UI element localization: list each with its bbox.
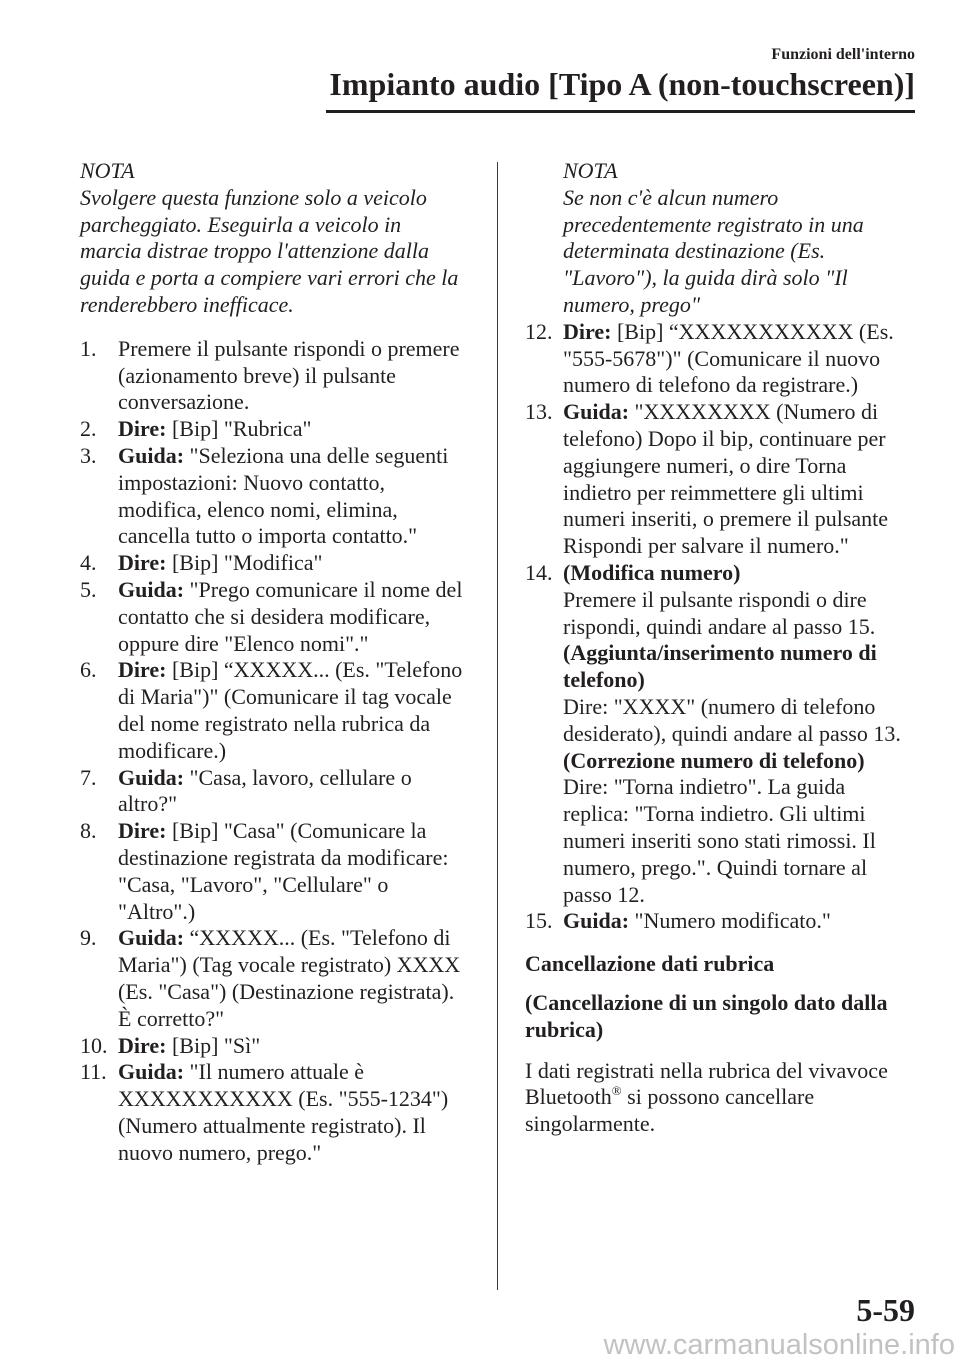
step-text-line: rispondi, quindi andare al passo 15. bbox=[563, 613, 876, 639]
section-name: Funzioni dell'interno bbox=[771, 46, 915, 63]
step-text-line bbox=[118, 657, 495, 684]
step-3 bbox=[80, 443, 495, 550]
step-number: 1. bbox=[80, 335, 97, 361]
note-block bbox=[80, 158, 495, 319]
step-11 bbox=[80, 1059, 495, 1166]
note-label: NOTA bbox=[80, 158, 135, 183]
step-text: "Casa, lavoro, cellulare o bbox=[189, 764, 412, 790]
note-line: determinata destinazione (Es. bbox=[563, 238, 826, 264]
paragraph-line: singolarmente. bbox=[525, 1111, 656, 1137]
step-text-line: del nome registrato nella rubrica da bbox=[118, 710, 431, 736]
step-text-line: numero, prego.". Quindi tornare al bbox=[563, 854, 868, 880]
bluetooth-word: Bluetooth bbox=[525, 1084, 612, 1110]
paragraph-line: I dati registrati nella rubrica del vivavoce bbox=[525, 1057, 888, 1083]
step-text: [Bip] "Modifica" bbox=[171, 550, 323, 576]
step-label: Guida: bbox=[118, 925, 185, 951]
step-text: "XXXXXXXX (Numero di bbox=[634, 399, 879, 425]
step-8 bbox=[80, 818, 495, 925]
registered-mark: ® bbox=[611, 1083, 622, 1099]
step-text-line: (Numero attualmente registrato). Il bbox=[118, 1112, 426, 1138]
step-text: "Il numero attuale è bbox=[189, 1059, 365, 1085]
step-text-line: contatto che si desidera modificare, bbox=[118, 603, 431, 629]
step-text-line: Premere il pulsante rispondi o dire bbox=[563, 586, 867, 612]
step-number: 10. bbox=[80, 1032, 108, 1058]
step-text-line: altro?" bbox=[118, 791, 178, 817]
substep-heading: (Aggiunta/inserimento numero di bbox=[563, 640, 877, 666]
step-number: 5. bbox=[80, 576, 97, 602]
step-7 bbox=[80, 765, 495, 819]
step-number: 12. bbox=[525, 318, 553, 344]
step-text-line bbox=[118, 765, 495, 792]
step-number: 13. bbox=[525, 399, 553, 425]
step-text-line: cancella tutto o importa contatto." bbox=[118, 523, 418, 549]
watermark: www.carmanualsonline.info bbox=[603, 1329, 955, 1361]
step-15 bbox=[525, 908, 940, 935]
note-line: Svolgere questa funzione solo a veicolo bbox=[80, 184, 427, 210]
step-text: [Bip] “XXXXX... (Es. "Telefono bbox=[171, 657, 463, 683]
step-text-line: (azionamento breve) il pulsante bbox=[118, 362, 396, 388]
step-text-line: Dire: "XXXX" (numero di telefono bbox=[563, 693, 876, 719]
step-label: Guida: bbox=[118, 1059, 185, 1085]
step-number: 11. bbox=[80, 1059, 107, 1085]
step-number: 4. bbox=[80, 550, 97, 576]
column-divider bbox=[497, 162, 498, 1290]
step-text-line: "Casa, "Lavoro", "Cellulare" o bbox=[118, 871, 389, 897]
substep-heading: (Correzione numero di telefono) bbox=[563, 747, 865, 773]
step-text-line: oppure dire "Elenco nomi"." bbox=[118, 630, 369, 656]
step-text-line: nuovo numero, prego." bbox=[118, 1139, 322, 1165]
step-9 bbox=[80, 925, 495, 1032]
right-column bbox=[525, 158, 940, 1138]
step-number: 14. bbox=[525, 559, 553, 585]
step-text: "Seleziona una delle seguenti bbox=[189, 442, 449, 468]
step-text-line: aggiungere numeri, o dire Torna bbox=[563, 452, 847, 478]
step-1 bbox=[80, 336, 495, 416]
note-line: marcia distrae troppo l'attenzione dalla bbox=[80, 238, 429, 264]
step-label: Dire: bbox=[563, 318, 612, 344]
note-line: numero, prego" bbox=[563, 291, 701, 317]
step-text-line bbox=[118, 577, 495, 604]
step-text-line: numeri inseriti, o premere il pulsante bbox=[563, 506, 889, 532]
step-text: "Numero modificato." bbox=[634, 908, 831, 934]
step-4 bbox=[80, 550, 495, 577]
step-text-line bbox=[563, 399, 940, 426]
substep-heading: (Modifica numero) bbox=[563, 559, 741, 585]
step-text-line bbox=[118, 416, 495, 443]
step-text-line bbox=[118, 818, 495, 845]
step-text: [Bip] “XXXXXXXXXXX (Es. bbox=[616, 318, 894, 344]
step-label: Guida: bbox=[563, 399, 630, 425]
header-rule bbox=[326, 110, 915, 113]
substep-heading: telefono) bbox=[563, 667, 645, 693]
step-2 bbox=[80, 416, 495, 443]
step-text-line: È corretto?" bbox=[118, 1005, 225, 1031]
step-text: [Bip] "Casa" (Comunicare la bbox=[171, 818, 427, 844]
page-number: 5-59 bbox=[856, 1292, 915, 1328]
step-text-line: di Maria")" (Comunicare il tag vocale bbox=[118, 684, 452, 710]
step-number: 6. bbox=[80, 657, 97, 683]
step-label: Dire: bbox=[118, 657, 167, 683]
step-text-line: Rispondi per salvare il numero." bbox=[563, 533, 849, 559]
step-12 bbox=[525, 319, 940, 399]
step-text-line: conversazione. bbox=[118, 389, 250, 415]
section-paragraph bbox=[525, 1058, 940, 1138]
step-list bbox=[80, 336, 495, 1167]
step-label: Guida: bbox=[118, 442, 185, 468]
step-number: 8. bbox=[80, 818, 97, 844]
step-text-line: telefono) Dopo il bip, continuare per bbox=[563, 425, 886, 451]
step-list bbox=[525, 319, 940, 935]
paragraph-text: si possono cancellare bbox=[621, 1084, 815, 1110]
step-text-line: indietro per reimmettere gli ultimi bbox=[563, 479, 864, 505]
step-text-line: modifica, elenco nomi, elimina, bbox=[118, 496, 398, 522]
step-text: [Bip] "Sì" bbox=[171, 1032, 261, 1058]
subheading-line: rubrica) bbox=[525, 1016, 604, 1042]
step-text-line: (Es. "Casa") (Destinazione registrata). bbox=[118, 978, 455, 1004]
note-line: renderebbero inefficace. bbox=[80, 291, 294, 317]
note-label: NOTA bbox=[563, 158, 618, 183]
note-line: precedentemente registrato in una bbox=[563, 211, 864, 237]
step-label: Dire: bbox=[118, 818, 167, 844]
step-label: Guida: bbox=[118, 576, 185, 602]
step-number: 9. bbox=[80, 925, 97, 951]
step-13 bbox=[525, 399, 940, 560]
note-line: "Lavoro"), la guida dirà solo "Il bbox=[563, 265, 848, 291]
step-label: Dire: bbox=[118, 1032, 167, 1058]
paragraph-line bbox=[525, 1084, 940, 1111]
step-14 bbox=[525, 560, 940, 908]
note-block bbox=[525, 158, 940, 319]
step-text: “XXXXX... (Es. "Telefono di bbox=[189, 925, 451, 951]
step-number: 2. bbox=[80, 416, 97, 442]
step-text-line: destinazione registrata da modificare: bbox=[118, 844, 449, 870]
step-text-line: "Altro".) bbox=[118, 898, 196, 924]
step-label: Dire: bbox=[118, 550, 167, 576]
step-10 bbox=[80, 1033, 495, 1060]
step-6 bbox=[80, 657, 495, 764]
step-number: 7. bbox=[80, 764, 97, 790]
step-text-line: modificare.) bbox=[118, 737, 227, 763]
note-line: Se non c'è alcun numero bbox=[563, 184, 779, 210]
step-label: Guida: bbox=[563, 908, 630, 934]
step-text-line: Dire: "Torna indietro". La guida bbox=[563, 774, 846, 800]
step-text-line bbox=[118, 443, 495, 470]
section-subheading bbox=[525, 990, 940, 1044]
step-text-line bbox=[118, 925, 495, 952]
step-text-line: passo 12. bbox=[563, 881, 645, 907]
step-text-line: desiderato), quindi andare al passo 13. bbox=[563, 720, 901, 746]
left-column bbox=[80, 158, 495, 1166]
step-text-line: impostazioni: Nuovo contatto, bbox=[118, 469, 386, 495]
step-text-line: Maria") (Tag vocale registrato) XXXX bbox=[118, 952, 461, 978]
step-number: 3. bbox=[80, 442, 97, 468]
step-text-line bbox=[118, 1033, 495, 1060]
subheading-line: (Cancellazione di un singolo dato dalla bbox=[525, 989, 888, 1015]
note-line: parcheggiato. Eseguirla a veicolo in bbox=[80, 211, 402, 237]
step-text-line: numeri inseriti sono stati rimossi. Il bbox=[563, 827, 876, 853]
page-title: Impianto audio [Tipo A (non-touchscreen)] bbox=[329, 66, 915, 102]
step-text-line bbox=[118, 1059, 495, 1086]
step-text-line bbox=[563, 908, 940, 935]
step-text-line bbox=[563, 319, 940, 346]
note-line: guida e porta a compiere vari errori che la bbox=[80, 265, 459, 291]
step-text-line bbox=[118, 550, 495, 577]
step-text: "Prego comunicare il nome del bbox=[189, 576, 463, 602]
step-text-line: replica: "Torna indietro. Gli ultimi bbox=[563, 801, 866, 827]
section-heading: Cancellazione dati rubrica bbox=[525, 951, 775, 977]
step-text: [Bip] "Rubrica" bbox=[171, 416, 312, 442]
step-text-line: "555-5678")" (Comunicare il nuovo bbox=[563, 345, 881, 371]
step-text-line: Premere il pulsante rispondi o premere bbox=[118, 335, 460, 361]
step-5 bbox=[80, 577, 495, 657]
step-number: 15. bbox=[525, 908, 553, 934]
step-text-line: XXXXXXXXXXX (Es. "555-1234") bbox=[118, 1086, 449, 1112]
step-label: Dire: bbox=[118, 416, 167, 442]
step-label: Guida: bbox=[118, 764, 185, 790]
step-text-line: numero di telefono da registrare.) bbox=[563, 372, 859, 398]
